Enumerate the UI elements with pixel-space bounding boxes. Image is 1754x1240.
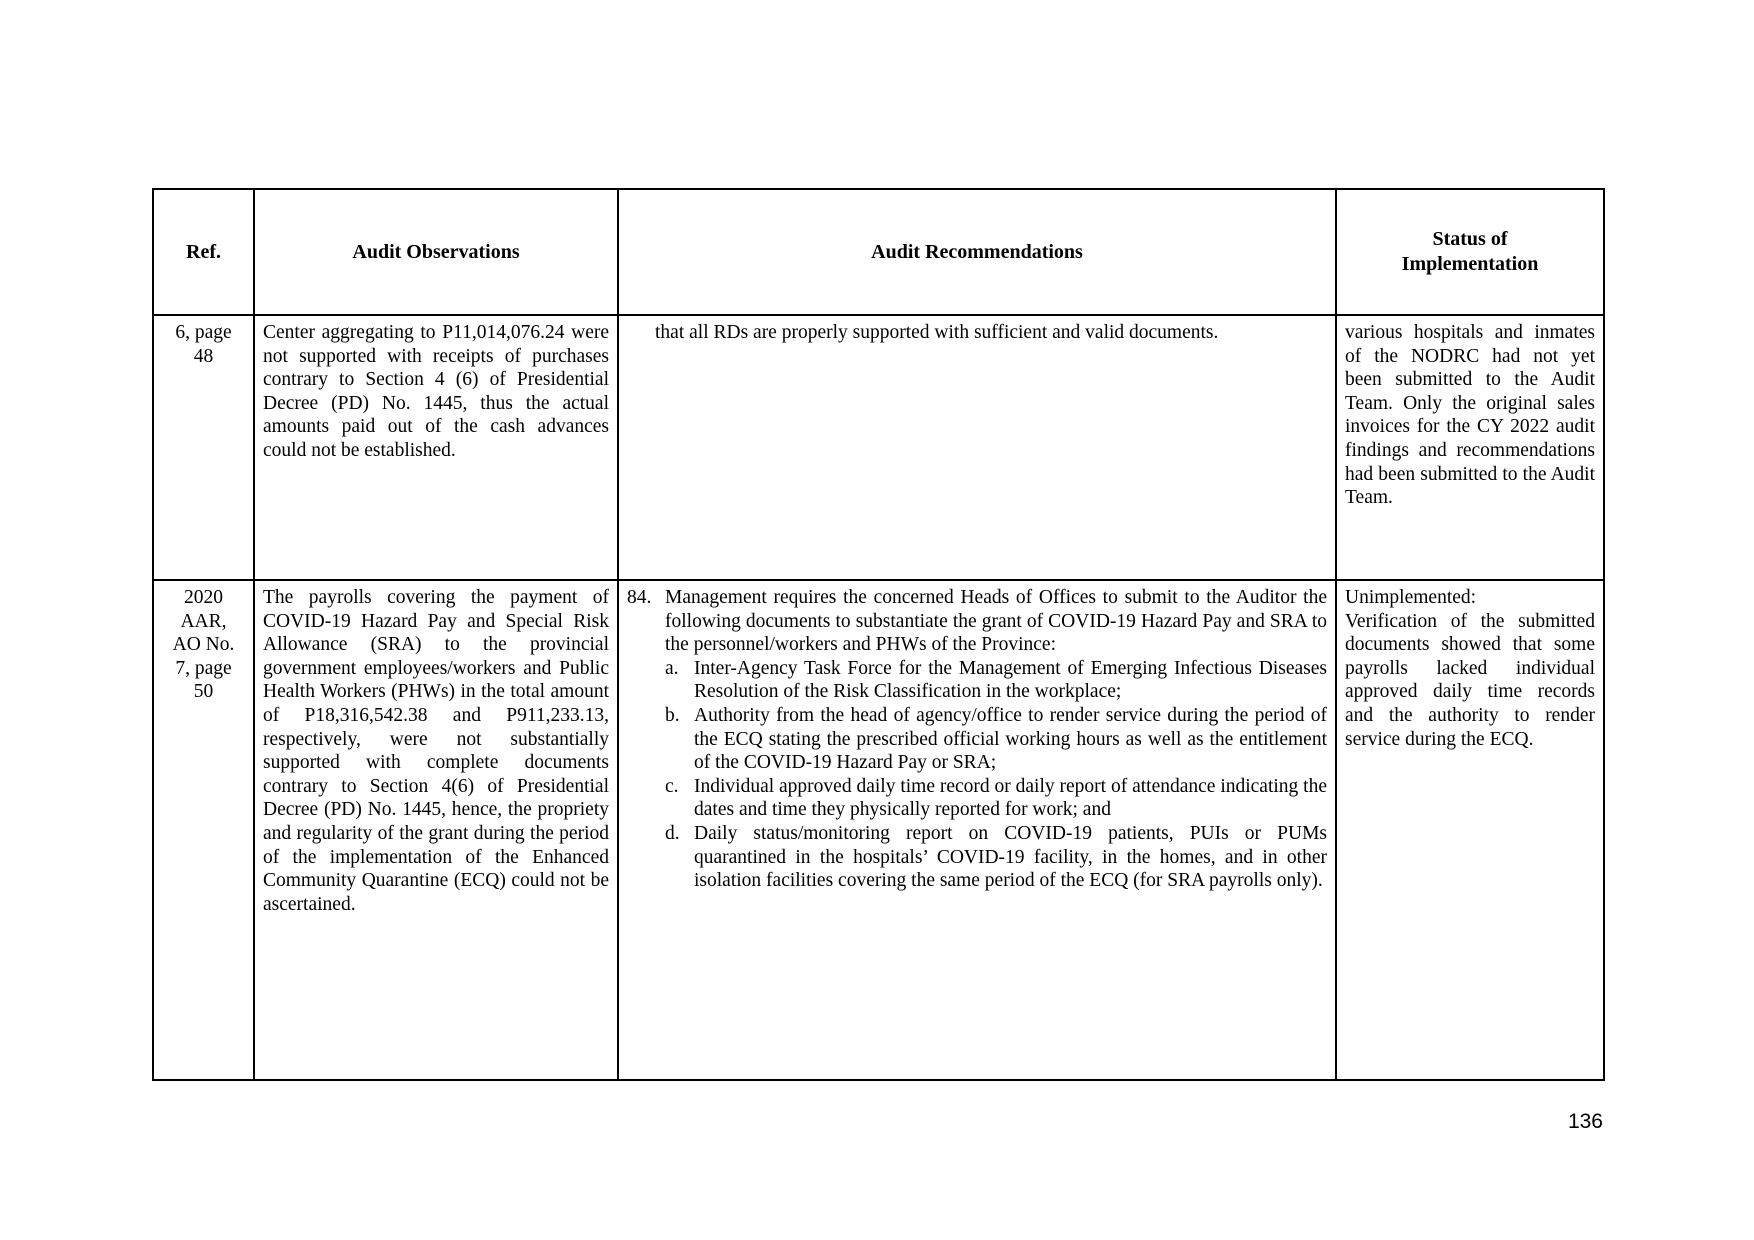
table-header-row — [153, 189, 1604, 315]
subitem-label: b. — [665, 704, 680, 726]
recommendation-subitem-c — [665, 775, 1327, 822]
status-text: Verification of the submitted documents showed that some payrolls lacked individual approved daily time records and the authority to render service during the ECQ. — [1345, 610, 1595, 750]
subitem-text: Individual approved daily time record or daily report of attendance indicating the dates and time they physically reported for work; and — [694, 775, 1327, 821]
subitem-text: Daily status/monitoring report on COVID-19 patients, PUIs or PUMs quarantined in the hospitals’ COVID-19 facility, in the homes, and in other isolation facilities covering the same period of the ECQ (for SRA payrolls only). — [694, 822, 1327, 892]
status-heading: Unimplemented: — [1345, 587, 1477, 608]
header-audit-observations: Audit Observations — [254, 189, 618, 315]
recommendations-cell — [618, 580, 1336, 1080]
recommendation-text: that all RDs are properly supported with sufficient and valid documents. — [655, 322, 1219, 343]
subitem-label: a. — [665, 657, 679, 679]
recommendation-item-84 — [627, 586, 1327, 893]
subitem-label: d. — [665, 822, 680, 844]
audit-table — [152, 188, 1605, 1081]
subitem-text: Inter-Agency Task Force for the Management of Emerging Infectious Diseases Resolution of the Risk Classification in the workplace; — [694, 657, 1327, 703]
status-cell — [1336, 580, 1604, 1080]
recommendation-subitem-b — [665, 704, 1327, 775]
recommendation-intro: Management requires the concerned Heads of Offices to submit to the Auditor the following documents to substantiate the grant of COVID-19 Hazard Pay and SRA to the personnel/workers and PHWs of the Province: — [665, 587, 1327, 656]
header-ref: Ref. — [153, 189, 254, 315]
recommendations-cell — [618, 315, 1336, 580]
header-status-of-implementation — [1336, 189, 1604, 315]
header-status-label: Status of Implementation — [1401, 228, 1539, 275]
status-cell: various hospitals and inmates of the NODRC had not yet been submitted to the Audit Team. Only the original sales invoices for the CY 2022 audit findings and recommendations had been submitted to the Audit Team. — [1336, 315, 1604, 580]
recommendation-subitem-a — [665, 657, 1327, 704]
page-number: 136 — [1567, 1110, 1603, 1133]
subitem-label: c. — [665, 775, 679, 797]
ref-cell: 6, page 48 — [153, 315, 254, 580]
recommendation-number: 84. — [627, 587, 652, 608]
observations-cell: Center aggregating to P11,014,076.24 were not supported with receipts of purchases contrary to Section 4 (6) of Presidential Decree (PD) No. 1445, thus the actual amounts paid out of the cash advances could not be established. — [254, 315, 618, 580]
table-row — [153, 580, 1604, 1080]
header-audit-recommendations: Audit Recommendations — [618, 189, 1336, 315]
ref-cell: 2020 AAR, AO No. 7, page 50 — [153, 580, 254, 1080]
subitem-text: Authority from the head of agency/office to render service during the period of the ECQ stating the prescribed official working hours as well as the entitlement of the COVID-19 Hazard Pay or SRA; — [694, 704, 1327, 774]
observations-cell: The payrolls covering the payment of COVID-19 Hazard Pay and Special Risk Allowance (SRA) to the provincial government employees/workers and Public Health Workers (PHWs) in the total amount of P18,316,542.38 and P911,233.13, respectively, were not substantially supported with complete documents contrary to Section 4(6) of Presidential Decree (PD) No. 1445, hence, the propriety and regularity of the grant during the period of the implementation of the Enhanced Community Quarantine (ECQ) could not be ascertained. — [254, 580, 618, 1080]
table-row — [153, 315, 1604, 580]
recommendation-subitem-d — [665, 822, 1327, 893]
